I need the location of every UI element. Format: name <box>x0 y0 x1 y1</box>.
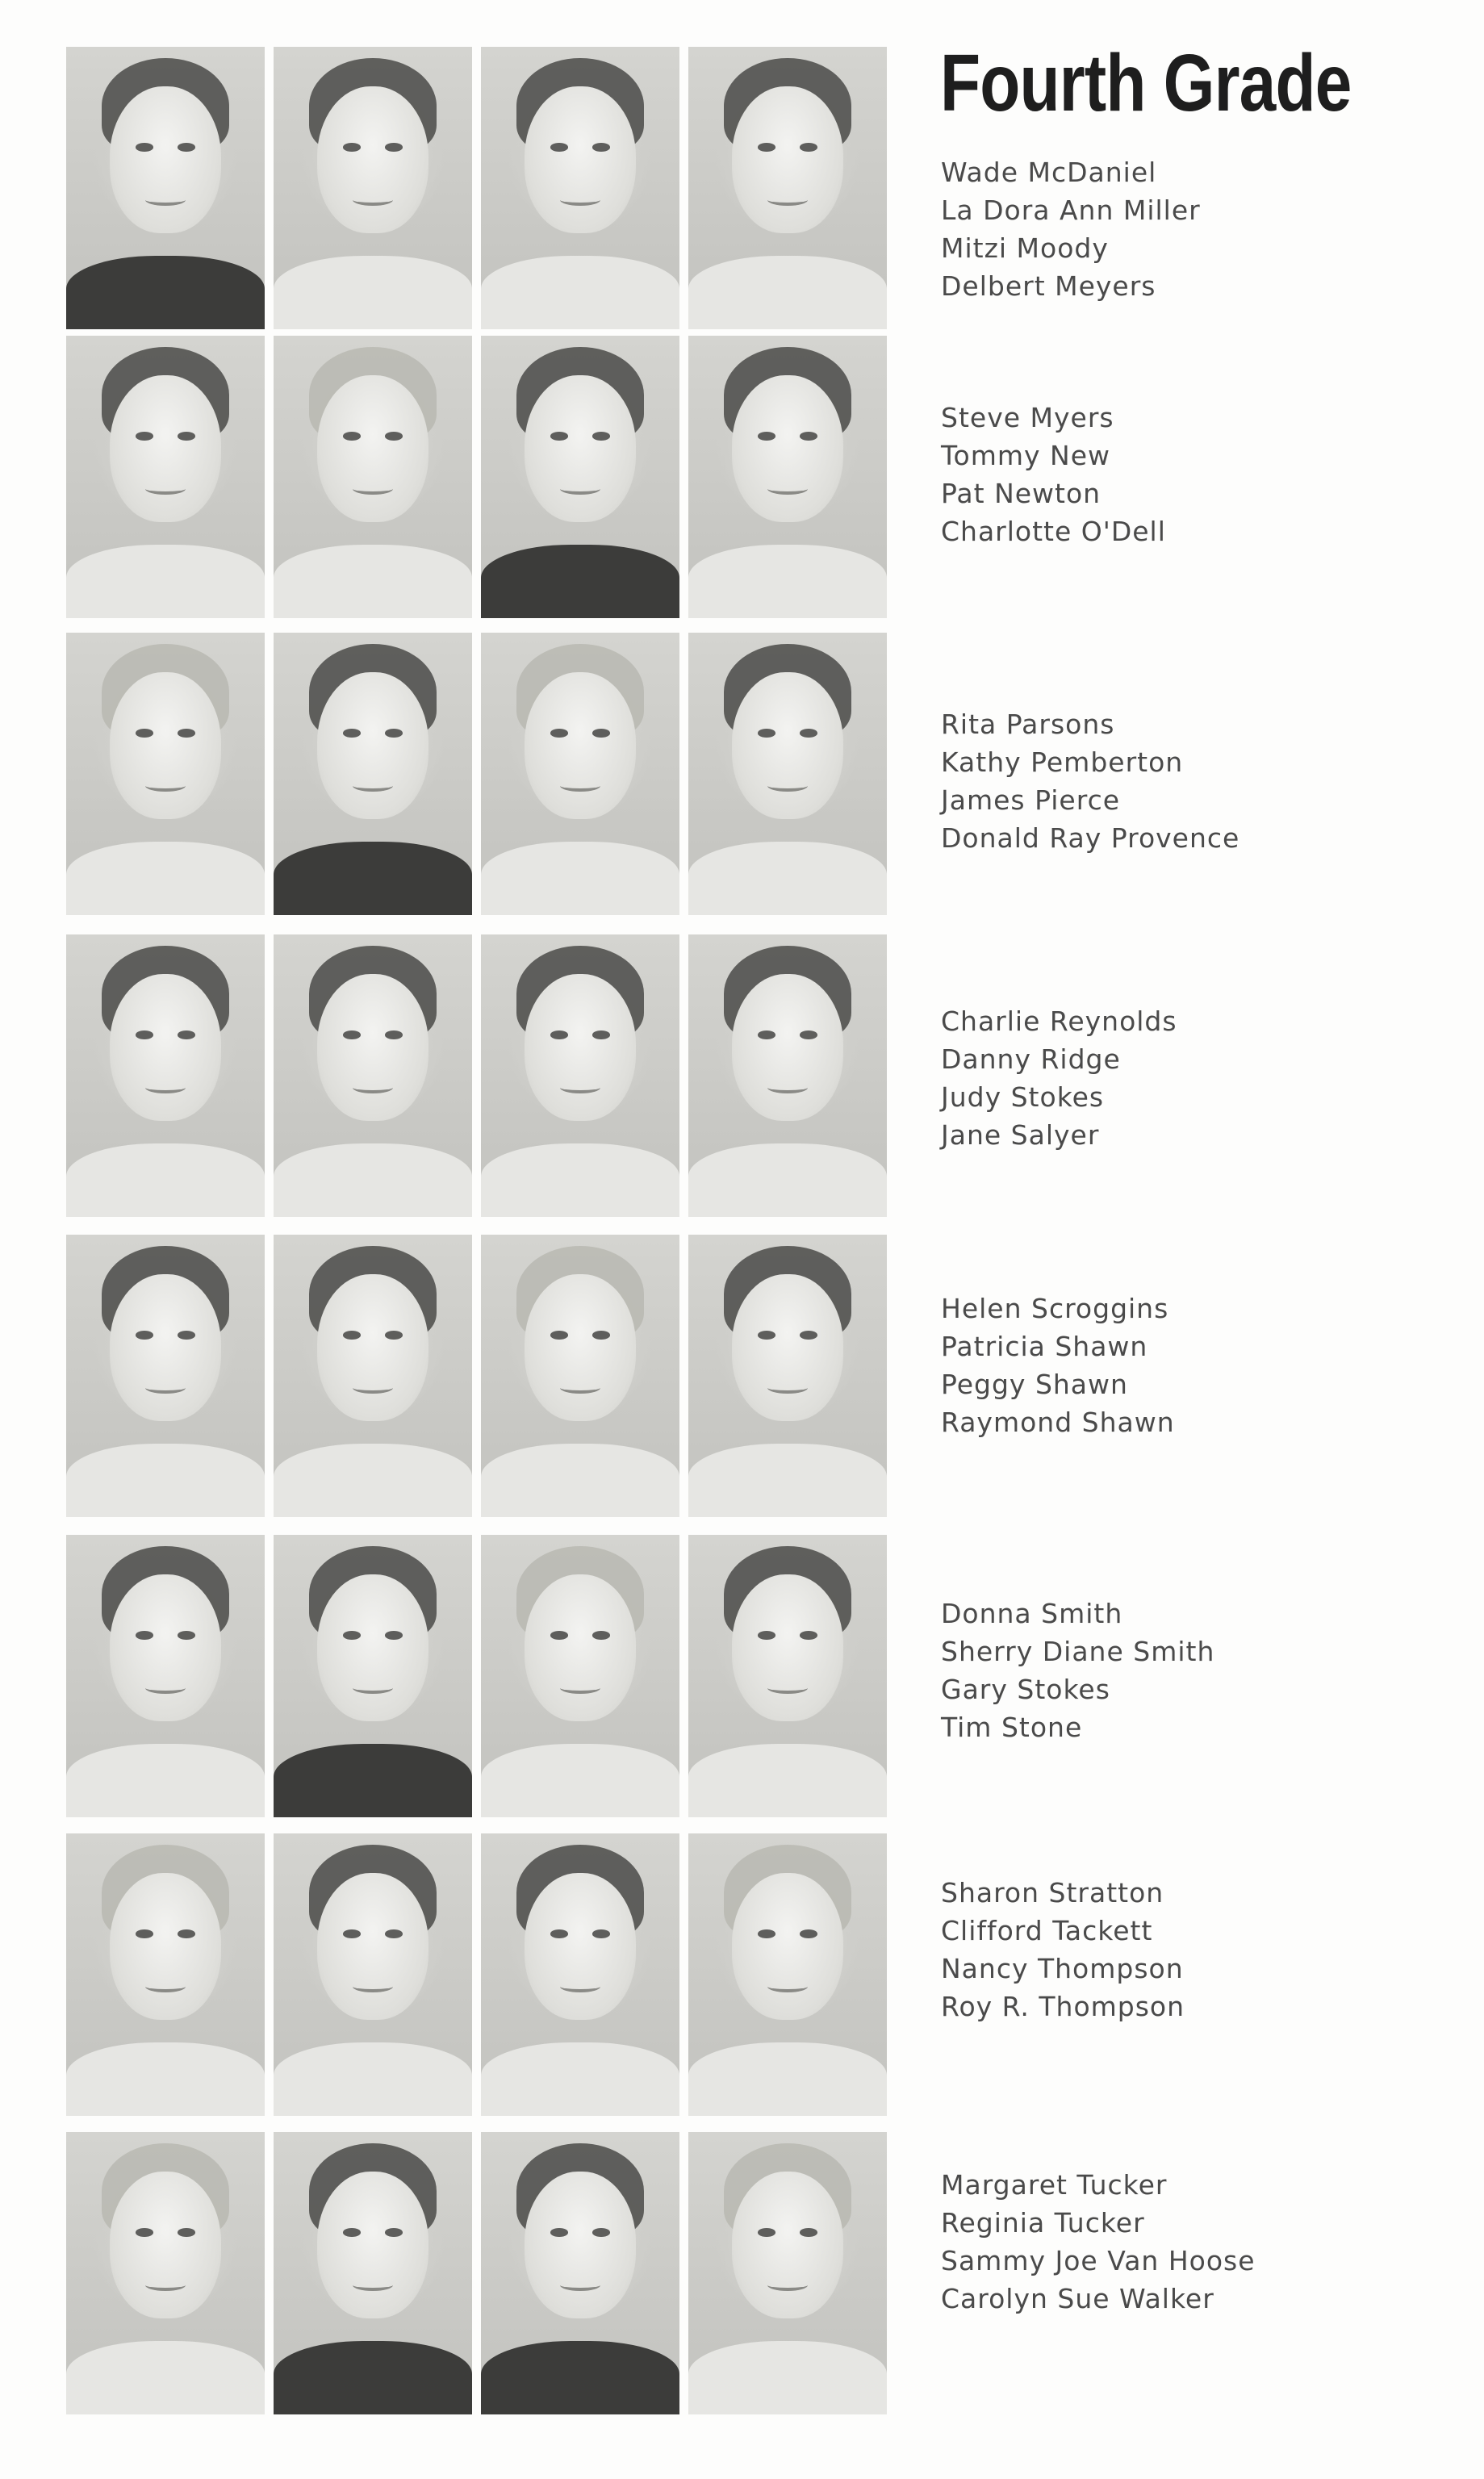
photo-row-5 <box>66 1235 888 1517</box>
student-name: Danny Ridge <box>941 1043 1121 1075</box>
student-name: Tim Stone <box>941 1712 1083 1743</box>
student-photo-grid <box>66 47 888 2418</box>
student-name: Helen Scroggins <box>941 1293 1169 1324</box>
student-name: Kathy Pemberton <box>941 746 1184 778</box>
student-photo <box>688 2132 887 2414</box>
name-group-7 <box>941 1874 1425 2025</box>
name-group-5 <box>941 1290 1425 1441</box>
student-photo <box>274 47 472 329</box>
student-photo <box>688 47 887 329</box>
student-name: Roy R. Thompson <box>941 1991 1185 2022</box>
name-group-4 <box>941 1002 1425 1154</box>
student-name: Pat Newton <box>941 478 1102 509</box>
student-name: Donna Smith <box>941 1598 1123 1629</box>
student-photo <box>481 1833 679 2116</box>
student-name: James Pierce <box>941 784 1121 816</box>
student-photo <box>688 934 887 1217</box>
student-name: Patricia Shawn <box>941 1331 1148 1362</box>
name-group-1 <box>941 153 1425 305</box>
student-photo <box>274 633 472 915</box>
student-name: Clifford Tackett <box>941 1915 1153 1946</box>
name-group-6 <box>941 1595 1425 1746</box>
student-photo <box>481 934 679 1217</box>
student-photo <box>274 2132 472 2414</box>
student-name: Gary Stokes <box>941 1674 1110 1705</box>
student-name: Nancy Thompson <box>941 1953 1184 1984</box>
student-photo <box>688 1833 887 2116</box>
student-photo <box>481 2132 679 2414</box>
student-photo <box>274 1535 472 1817</box>
student-photo <box>481 336 679 618</box>
student-name: Raymond Shawn <box>941 1407 1175 1438</box>
student-photo <box>274 934 472 1217</box>
student-photo <box>66 934 265 1217</box>
student-name: Rita Parsons <box>941 709 1115 740</box>
student-name: Steve Myers <box>941 402 1114 433</box>
student-photo <box>66 2132 265 2414</box>
student-photo <box>688 633 887 915</box>
page-title: Fourth Grade <box>940 38 1352 128</box>
photo-row-1 <box>66 47 888 329</box>
photo-row-7 <box>66 1833 888 2116</box>
name-group-8 <box>941 2166 1425 2318</box>
photo-row-8 <box>66 2132 888 2414</box>
student-name: Sherry Diane Smith <box>941 1636 1215 1667</box>
student-photo <box>66 47 265 329</box>
student-photo <box>66 1535 265 1817</box>
student-photo <box>66 336 265 618</box>
student-photo <box>481 1235 679 1517</box>
student-photo <box>688 1535 887 1817</box>
student-name: La Dora Ann Miller <box>941 194 1201 226</box>
name-group-2 <box>941 399 1425 550</box>
student-photo <box>66 633 265 915</box>
student-name: Wade McDaniel <box>941 157 1157 188</box>
photo-row-2 <box>66 336 888 618</box>
student-photo <box>481 1535 679 1817</box>
student-photo <box>688 1235 887 1517</box>
student-photo <box>274 1833 472 2116</box>
student-photo <box>274 336 472 618</box>
student-name: Jane Salyer <box>941 1119 1100 1151</box>
student-photo <box>66 1235 265 1517</box>
student-name: Charlie Reynolds <box>941 1005 1177 1037</box>
photo-row-4 <box>66 934 888 1217</box>
student-name: Tommy New <box>941 440 1111 471</box>
student-name: Sammy Joe Van Hoose <box>941 2245 1256 2276</box>
student-name: Margaret Tucker <box>941 2169 1168 2201</box>
name-group-3 <box>941 705 1425 857</box>
student-name: Sharon Stratton <box>941 1877 1164 1908</box>
student-name: Reginia Tucker <box>941 2207 1145 2239</box>
student-photo <box>481 633 679 915</box>
student-photo <box>274 1235 472 1517</box>
student-name: Delbert Meyers <box>941 270 1156 302</box>
student-name: Judy Stokes <box>941 1081 1105 1113</box>
student-photo <box>688 336 887 618</box>
student-photo <box>66 1833 265 2116</box>
student-name: Charlotte O'Dell <box>941 516 1166 547</box>
student-name: Peggy Shawn <box>941 1369 1128 1400</box>
student-photo <box>481 47 679 329</box>
photo-row-6 <box>66 1535 888 1817</box>
student-name: Donald Ray Provence <box>941 822 1240 854</box>
student-name: Mitzi Moody <box>941 232 1109 264</box>
student-name: Carolyn Sue Walker <box>941 2283 1214 2314</box>
photo-row-3 <box>66 633 888 915</box>
